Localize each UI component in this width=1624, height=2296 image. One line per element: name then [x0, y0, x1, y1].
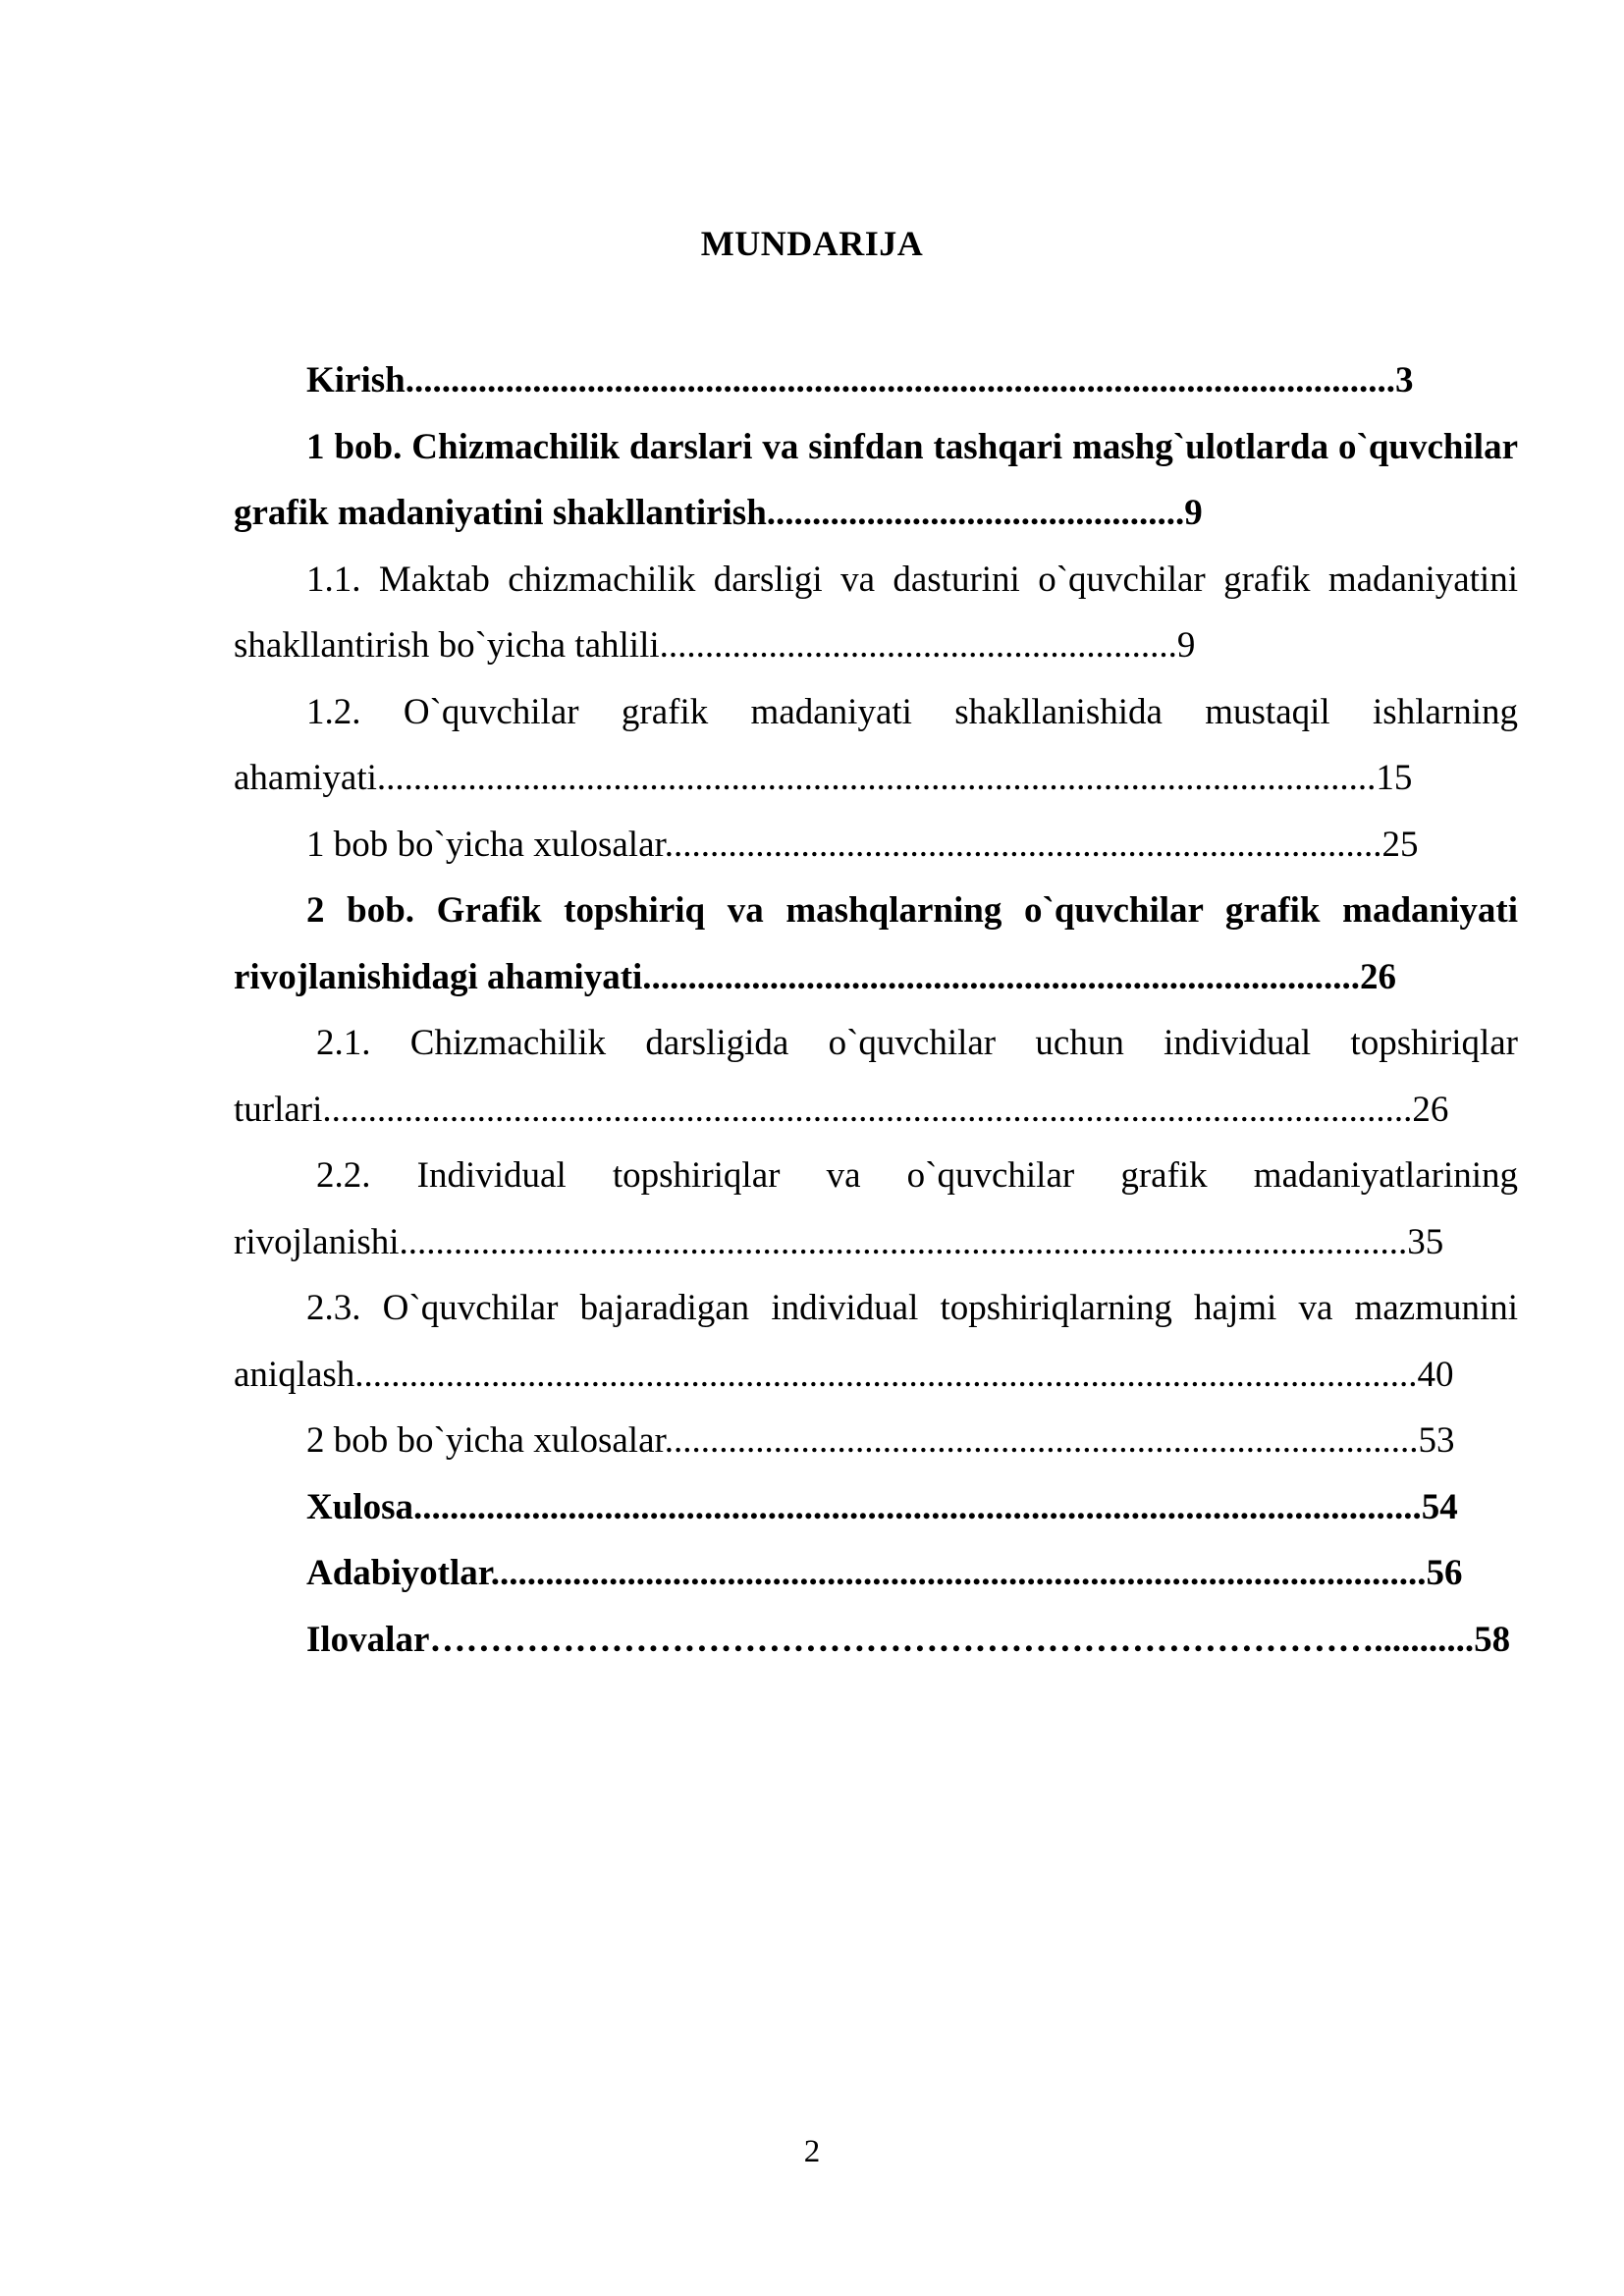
toc-entry-text: 1 bob bo`yicha xulosalar...............................................................................25: [306, 824, 1419, 865]
toc-entry-text: 2.2. Individual topshiriqlar va o`quvchilar grafik madaniyatlarining rivojlanishi...............................................................................................................35: [234, 1155, 1518, 1262]
toc-entry-chapter-2[interactable]: [234, 878, 1518, 1010]
toc-entry-xulosa[interactable]: [234, 1474, 1518, 1541]
toc-entry-text: Kirish.............................................................................................................3: [306, 360, 1414, 400]
toc-entry-ilovalar[interactable]: [234, 1607, 1518, 1674]
toc-entry-text: 2 bob bo`yicha xulosalar...................................................................................53: [306, 1420, 1455, 1461]
toc-entry-2-3[interactable]: [234, 1275, 1518, 1408]
table-of-contents: [234, 347, 1518, 1673]
toc-entry-2-1[interactable]: [234, 1010, 1518, 1143]
toc-entry-chapter-1-summary[interactable]: [234, 812, 1518, 879]
toc-entry-text: 2.1. Chizmachilik darsligida o`quvchilar uchun individual topshiriqlar turlari........................................................................................................................26: [234, 1023, 1518, 1130]
page-number: 2: [803, 2134, 821, 2169]
toc-entry-text: 2 bob. Grafik topshiriq va mashqlarning o`quvchilar grafik madaniyati rivojlanishidagi ahamiyati...............................................................................26: [234, 890, 1518, 997]
toc-entry-kirish[interactable]: [234, 347, 1518, 414]
toc-entry-1-2[interactable]: [234, 679, 1518, 812]
page-title: MUNDARIJA: [700, 224, 924, 263]
toc-entry-2-2[interactable]: [234, 1143, 1518, 1275]
toc-entry-text: 1.1. Maktab chizmachilik darsligi va dasturini o`quvchilar grafik madaniyatini shakllantirish bo`yicha tahlili.........................................................9: [234, 559, 1518, 666]
toc-entry-text: Xulosa...............................................................................................................54: [306, 1486, 1458, 1527]
toc-entry-text: Adabiyotlar.......................................................................................................56: [306, 1553, 1463, 1593]
toc-entry-1-1[interactable]: [234, 547, 1518, 679]
toc-entry-chapter-1[interactable]: [234, 414, 1518, 547]
toc-entry-text: Ilovalar……………………………………………………………………...........58: [306, 1619, 1511, 1660]
toc-entry-text: 1 bob. Chizmachilik darslari va sinfdan tashqari mashg`ulotlarda o`quvchilar grafik madaniyatini shakllantirish..............................................9: [234, 426, 1518, 533]
toc-entry-text: 1.2. O`quvchilar grafik madaniyati shakllanishida mustaqil ishlarning ahamiyati..............................................................................................................15: [234, 691, 1518, 798]
toc-entry-adabiyotlar[interactable]: [234, 1540, 1518, 1607]
toc-entry-chapter-2-summary[interactable]: [234, 1408, 1518, 1474]
toc-entry-text: 2.3. O`quvchilar bajaradigan individual topshiriqlarning hajmi va mazmunini aniqlash.....................................................................................................................40: [234, 1288, 1518, 1395]
